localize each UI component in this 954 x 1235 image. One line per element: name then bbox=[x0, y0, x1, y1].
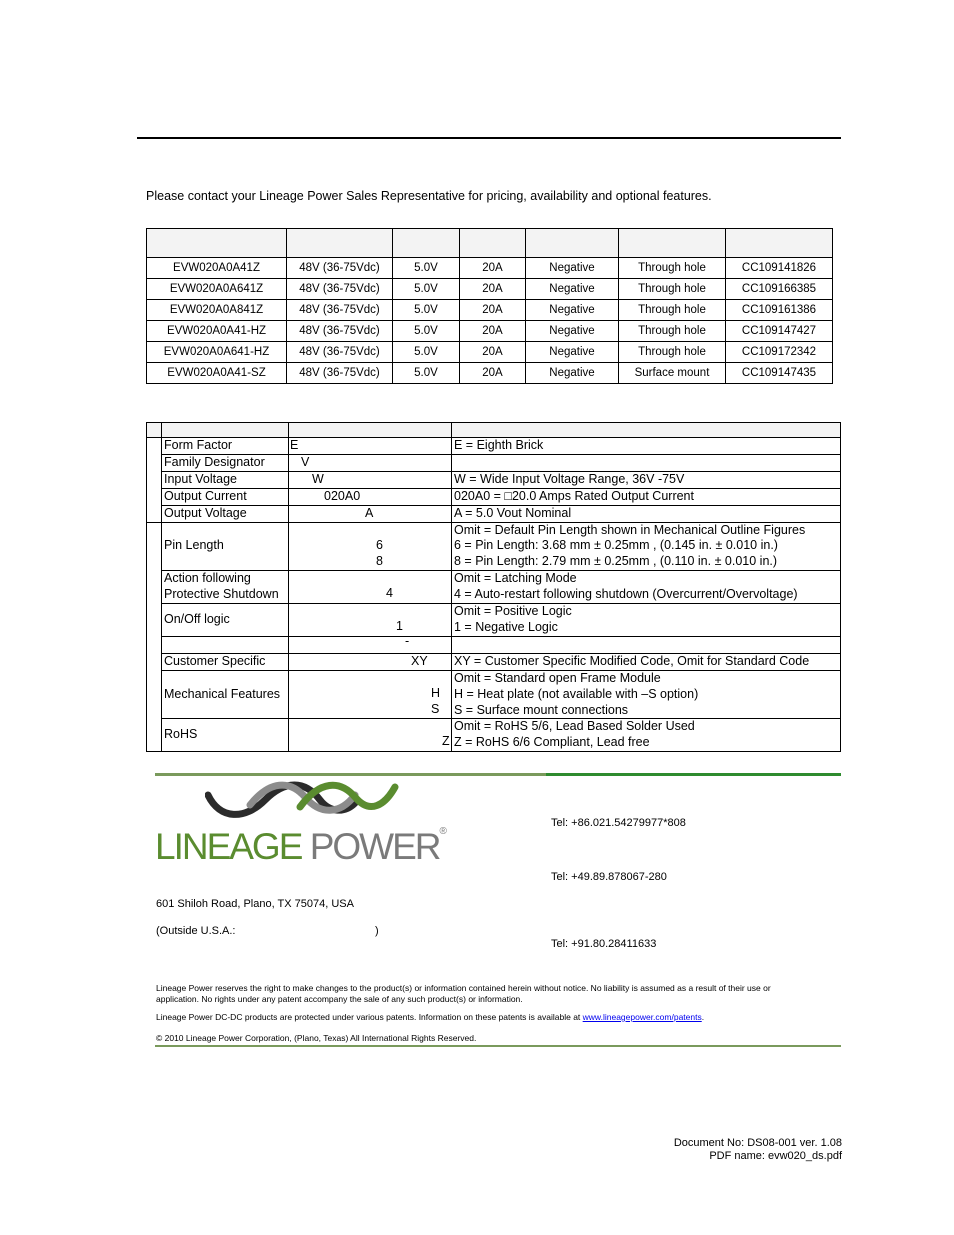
table-row bbox=[147, 258, 833, 279]
table-row bbox=[147, 300, 833, 321]
comcodes: CC109141826 bbox=[726, 258, 833, 279]
output-current: 20A bbox=[460, 342, 526, 363]
definition-line: 1 = Negative Logic bbox=[454, 619, 558, 634]
connector-type: Surface mount bbox=[619, 363, 726, 384]
code-value: - bbox=[405, 633, 410, 648]
characteristic: Mechanical Features bbox=[162, 670, 289, 719]
product-code: EVW020A0A41-SZ bbox=[147, 363, 287, 384]
table-row bbox=[147, 719, 841, 752]
product-code: EVW020A0A641-HZ bbox=[147, 342, 287, 363]
table-row bbox=[147, 342, 833, 363]
definition-line: Omit = Latching Mode bbox=[454, 571, 577, 586]
definition-line: Omit = Default Pin Length shown in Mechanical Outline Figures bbox=[454, 522, 806, 537]
definition-line: 6 = Pin Length: 3.68 mm ± 0.25mm , (0.145 in. ± 0.010 in.) bbox=[454, 538, 778, 553]
table-row bbox=[147, 363, 833, 384]
characteristic: Output Voltage bbox=[162, 505, 289, 522]
on-off-logic: Negative bbox=[526, 363, 619, 384]
code-cell bbox=[289, 604, 452, 637]
table-row bbox=[147, 505, 841, 522]
on-off-logic: Negative bbox=[526, 258, 619, 279]
product-code: EVW020A0A41Z bbox=[147, 258, 287, 279]
output-voltage: 5.0V bbox=[393, 363, 460, 384]
table-row bbox=[147, 488, 841, 505]
logo-word-lineage: LINEAGE bbox=[155, 826, 302, 867]
code-cell bbox=[289, 653, 452, 670]
product-code-table bbox=[146, 422, 841, 752]
header-cell bbox=[393, 229, 460, 258]
output-voltage: 5.0V bbox=[393, 342, 460, 363]
tel-india: Tel: +91.80.28411633 bbox=[551, 938, 657, 950]
definition bbox=[452, 604, 841, 637]
lineage-power-logo-swoosh bbox=[205, 775, 400, 825]
table-row bbox=[147, 454, 841, 471]
code-value: E bbox=[290, 438, 299, 452]
table-row bbox=[147, 604, 841, 637]
characteristic: On/Off logic bbox=[162, 604, 289, 637]
output-current: 20A bbox=[460, 363, 526, 384]
definition-line: H = Heat plate (not available with –S option) bbox=[454, 686, 699, 701]
characteristic bbox=[162, 571, 289, 604]
characteristic: Pin Length bbox=[162, 522, 289, 571]
header-cell bbox=[526, 229, 619, 258]
definition-line: Omit = RoHS 5/6, Lead Based Solder Used bbox=[454, 719, 695, 734]
lineage-power-logo bbox=[155, 826, 445, 868]
connector-type: Through hole bbox=[619, 342, 726, 363]
definition bbox=[452, 571, 841, 604]
table-header-row bbox=[147, 229, 833, 258]
patents-text: Lineage Power DC-DC products are protected under various patents. Information on these patents is available at bbox=[156, 1012, 583, 1022]
intro-text: Please contact your Lineage Power Sales Representative for pricing, availability and optional features. bbox=[146, 189, 712, 203]
comcodes: CC109147427 bbox=[726, 321, 833, 342]
top-rule bbox=[137, 137, 841, 139]
characteristic: Output Current bbox=[162, 488, 289, 505]
table-row bbox=[147, 571, 841, 604]
code-value: A bbox=[365, 505, 374, 520]
characteristic: Input Voltage bbox=[162, 471, 289, 488]
code-cell bbox=[289, 438, 452, 455]
characteristic: Customer Specific bbox=[162, 653, 289, 670]
disclaimer: Lineage Power reserves the right to make changes to the product(s) or information contained herein without notice. No liability is assumed as a result of their use or application. No rights under any patent accompany the sale of any such product(s) or information. bbox=[156, 983, 771, 1004]
definition-line: Omit = Standard open Frame Module bbox=[454, 670, 661, 685]
code-value: 8 bbox=[376, 553, 383, 568]
characteristic: Family Designator bbox=[162, 454, 289, 471]
header-cell bbox=[287, 229, 393, 258]
outside-usa-close: ) bbox=[375, 925, 379, 937]
side-cell bbox=[147, 522, 162, 752]
comcodes: CC109166385 bbox=[726, 279, 833, 300]
table-row bbox=[147, 670, 841, 719]
code-value: XY bbox=[411, 653, 428, 668]
registered-mark: ® bbox=[439, 826, 445, 837]
table-row bbox=[147, 279, 833, 300]
definition-line: Z = RoHS 6/6 Compliant, Lead free bbox=[454, 735, 650, 750]
code-cell bbox=[289, 571, 452, 604]
table-row bbox=[147, 438, 841, 455]
product-code: EVW020A0A41-HZ bbox=[147, 321, 287, 342]
code-value: S bbox=[431, 701, 440, 716]
code-cell bbox=[289, 522, 452, 571]
connector-type: Through hole bbox=[619, 300, 726, 321]
code-value: W bbox=[312, 471, 324, 486]
side-cell bbox=[147, 438, 162, 523]
definition bbox=[452, 522, 841, 571]
on-off-logic: Negative bbox=[526, 279, 619, 300]
tel-europe: Tel: +49.89.878067-280 bbox=[551, 871, 667, 883]
comcodes: CC109147435 bbox=[726, 363, 833, 384]
on-off-logic: Negative bbox=[526, 342, 619, 363]
outside-usa: (Outside U.S.A.: bbox=[156, 925, 236, 937]
characteristic bbox=[162, 636, 289, 653]
connector-type: Through hole bbox=[619, 279, 726, 300]
on-off-logic: Negative bbox=[526, 300, 619, 321]
input-voltage: 48V (36-75Vdc) bbox=[287, 279, 393, 300]
table-row bbox=[147, 471, 841, 488]
code-cell bbox=[289, 488, 452, 505]
definition: W = Wide Input Voltage Range, 36V -75V bbox=[452, 471, 841, 488]
pdf-name: PDF name: evw020_ds.pdf bbox=[709, 1150, 842, 1162]
definition-line: 8 = Pin Length: 2.79 mm ± 0.25mm , (0.110 in. ± 0.010 in.) bbox=[454, 554, 778, 569]
code-value: 1 bbox=[396, 619, 403, 634]
table-header-row bbox=[147, 423, 841, 438]
header-cell bbox=[162, 423, 289, 438]
input-voltage: 48V (36-75Vdc) bbox=[287, 300, 393, 321]
definition: A = 5.0 Vout Nominal bbox=[452, 505, 841, 522]
characteristic-line: Protective Shutdown bbox=[164, 587, 279, 602]
code-value: V bbox=[301, 454, 310, 469]
address: 601 Shiloh Road, Plano, TX 75074, USA bbox=[156, 898, 354, 910]
header-cell bbox=[460, 229, 526, 258]
code-cell bbox=[289, 471, 452, 488]
tel-china: Tel: +86.021.54279977*808 bbox=[551, 817, 686, 829]
comcodes: CC109161386 bbox=[726, 300, 833, 321]
table-row bbox=[147, 636, 841, 653]
ordering-table bbox=[146, 228, 833, 384]
code-cell bbox=[289, 719, 452, 752]
patents-notice bbox=[156, 1012, 836, 1023]
code-cell bbox=[289, 505, 452, 522]
definition: XY = Customer Specific Modified Code, Omit for Standard Code bbox=[452, 653, 841, 670]
table-row bbox=[147, 522, 841, 571]
code-cell bbox=[289, 454, 452, 471]
header-cell bbox=[147, 423, 162, 438]
characteristic: Form Factor bbox=[162, 438, 289, 455]
input-voltage: 48V (36-75Vdc) bbox=[287, 321, 393, 342]
output-voltage: 5.0V bbox=[393, 300, 460, 321]
definition-line: S = Surface mount connections bbox=[454, 702, 629, 717]
definition bbox=[452, 719, 841, 752]
patents-suffix: . bbox=[701, 1012, 705, 1022]
comcodes: CC109172342 bbox=[726, 342, 833, 363]
copyright: © 2010 Lineage Power Corporation, (Plano, Texas) All International Rights Reserved. bbox=[156, 1033, 477, 1043]
definition-line: Omit = Positive Logic bbox=[454, 604, 572, 619]
logo-word-power: POWER bbox=[309, 826, 440, 867]
patents-link[interactable]: www.lineagepower.com/patents bbox=[582, 1012, 702, 1022]
output-voltage: 5.0V bbox=[393, 279, 460, 300]
output-voltage: 5.0V bbox=[393, 258, 460, 279]
output-current: 20A bbox=[460, 300, 526, 321]
code-cell bbox=[289, 670, 452, 719]
definition: 020A0 = □20.0 Amps Rated Output Current bbox=[452, 488, 841, 505]
header-cell bbox=[619, 229, 726, 258]
code-value: 6 bbox=[376, 537, 383, 552]
input-voltage: 48V (36-75Vdc) bbox=[287, 363, 393, 384]
characteristic: RoHS bbox=[162, 719, 289, 752]
output-current: 20A bbox=[460, 321, 526, 342]
product-code: EVW020A0A841Z bbox=[147, 300, 287, 321]
footer-bottom-rule bbox=[155, 1045, 841, 1047]
definition bbox=[452, 670, 841, 719]
definition-line: 4 = Auto-restart following shutdown (Overcurrent/Overvoltage) bbox=[454, 587, 798, 602]
output-current: 20A bbox=[460, 279, 526, 300]
connector-type: Through hole bbox=[619, 258, 726, 279]
code-value: H bbox=[431, 685, 441, 700]
on-off-logic: Negative bbox=[526, 321, 619, 342]
output-voltage: 5.0V bbox=[393, 321, 460, 342]
code-cell bbox=[289, 633, 452, 653]
definition: E = Eighth Brick bbox=[452, 438, 841, 455]
code-value: 020A0 bbox=[324, 488, 361, 503]
input-voltage: 48V (36-75Vdc) bbox=[287, 258, 393, 279]
header-cell bbox=[452, 423, 841, 438]
connector-type: Through hole bbox=[619, 321, 726, 342]
characteristic-line: Action following bbox=[164, 571, 251, 586]
output-current: 20A bbox=[460, 258, 526, 279]
document-number: Document No: DS08-001 ver. 1.08 bbox=[673, 1137, 842, 1149]
header-cell bbox=[289, 423, 452, 438]
code-value: Z bbox=[442, 734, 450, 749]
header-cell bbox=[147, 229, 287, 258]
table-row bbox=[147, 653, 841, 670]
code-value: 4 bbox=[386, 586, 393, 601]
header-cell bbox=[726, 229, 833, 258]
product-code: EVW020A0A641Z bbox=[147, 279, 287, 300]
input-voltage: 48V (36-75Vdc) bbox=[287, 342, 393, 363]
definition bbox=[452, 454, 841, 471]
table-row bbox=[147, 321, 833, 342]
definition bbox=[452, 636, 841, 653]
